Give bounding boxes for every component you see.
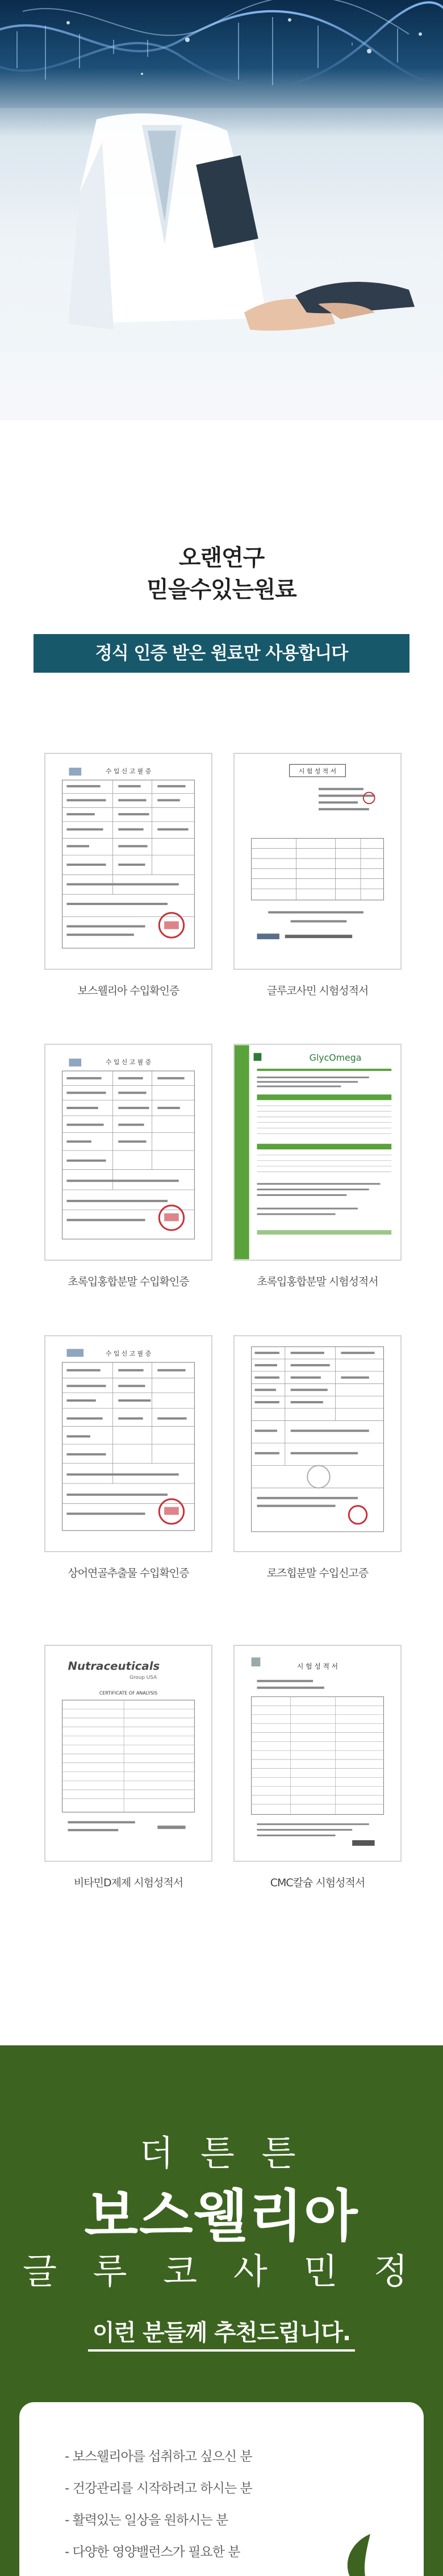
leaf-icon — [341, 2532, 381, 2576]
certificate-card — [233, 753, 402, 998]
certificate-document — [233, 1645, 402, 1862]
recommend-item: - 보스웰리아를 섭취하고 싶으신 분 — [65, 2449, 252, 2464]
certificate-document — [44, 753, 212, 970]
handshake-photo — [0, 108, 443, 420]
doc-brand: GlycOmega — [309, 1052, 362, 1064]
certificate-card — [233, 1645, 402, 1890]
certificate-card — [44, 1044, 212, 1289]
certificate-grid — [0, 739, 443, 2045]
product-name-line2: 보스웰리아 — [84, 2184, 359, 2249]
product-name-line3: 글 루 코 사 민 정 — [23, 2250, 420, 2292]
certificate-caption: 글루코사민 시험성적서 — [266, 985, 369, 997]
certificate-document — [233, 1044, 402, 1261]
certificate-caption: 초록입홍합분말 시험성적서 — [257, 1276, 378, 1288]
product-name-line1: 더 튼 튼 — [139, 2132, 304, 2174]
doc-title: 수 입 신 고 필 증 — [105, 1058, 152, 1066]
recommend-list — [65, 2441, 252, 2568]
certificate-document — [44, 1335, 212, 1552]
certificate-document — [233, 753, 402, 970]
certificate-card — [44, 753, 212, 998]
certificate-card — [233, 1335, 402, 1580]
certificate-caption: 로즈힙분말 수입신고증 — [266, 1567, 369, 1579]
certificate-card — [233, 1044, 402, 1289]
doc-brand-sub: Group USA — [129, 1674, 157, 1681]
certificate-caption: 비타민D제제 시험성적서 — [73, 1877, 183, 1889]
doc-brand: Nutraceuticals — [68, 1660, 160, 1673]
doc-title: 시 험 성 적 서 — [296, 1662, 338, 1671]
certificate-document — [44, 1044, 212, 1261]
certificate-card — [44, 1645, 212, 1890]
certificate-caption: 보스웰리아 수입확인증 — [77, 985, 179, 997]
certificate-document — [233, 1335, 402, 1552]
certificate-document — [44, 1645, 212, 1862]
certificate-caption: 상어연골추출물 수입확인증 — [68, 1567, 189, 1579]
recommend-item: - 다양한 영양밸런스가 필요한 분 — [65, 2545, 240, 2560]
trust-headline-section — [0, 420, 443, 739]
certificate-caption: 초록입홍합분말 수입확인증 — [68, 1276, 189, 1288]
recommend-item: - 활력있는 일상을 원하시는 분 — [65, 2513, 228, 2528]
recommend-list-box — [19, 2402, 424, 2576]
headline-title-line2: 믿을수있는원료 — [147, 577, 296, 603]
certified-banner-text: 정식 인증 받은 원료만 사용합니다 — [95, 643, 348, 664]
hero-image — [0, 0, 443, 420]
doc-title: 시 험 성 적 서 — [298, 768, 337, 776]
recommend-heading-text: 이런 분들께 추천드립니다. — [88, 2320, 355, 2352]
recommend-item: - 건강관리를 시작하려고 하시는 분 — [65, 2481, 252, 2496]
doc-title: 수 입 신 고 필 증 — [105, 768, 152, 776]
official-stamp-icon — [349, 1506, 367, 1524]
recommendation-section — [0, 2045, 443, 2576]
recommend-heading — [0, 2315, 443, 2347]
certificate-card — [44, 1335, 212, 1580]
certified-banner — [34, 634, 409, 673]
doc-title: 수 입 신 고 필 증 — [105, 1350, 152, 1358]
doc-subtitle: CERTIFICATE OF ANALYSIS — [99, 1690, 158, 1696]
headline-title-line1: 오랜연구 — [178, 545, 265, 571]
certificate-caption: CMC칼슘 시험성적서 — [270, 1877, 365, 1889]
